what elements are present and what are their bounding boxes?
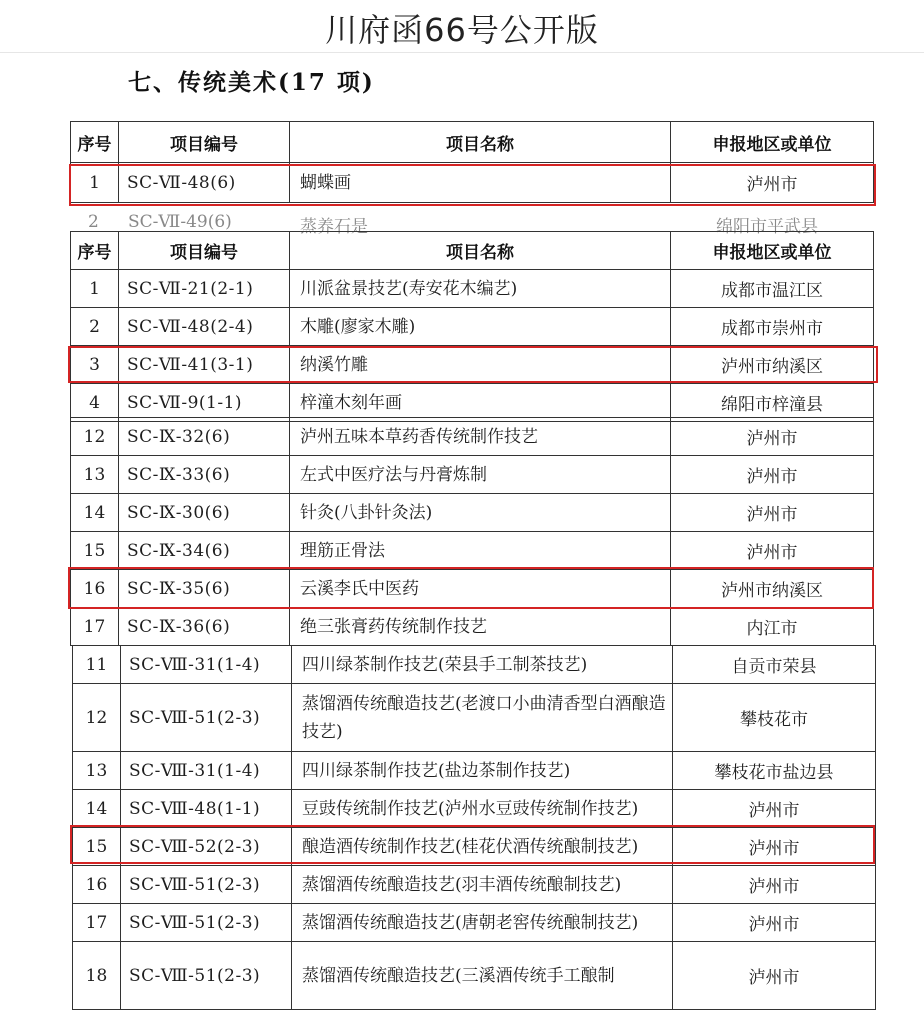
- cell-name: 左式中医疗法与丹膏炼制: [290, 456, 671, 494]
- cell-name: 蒸馏酒传统酿造技艺(老渡口小曲清香型白酒酿造技艺): [292, 684, 673, 752]
- cell-region: 泸州市: [673, 828, 876, 866]
- cell-code: SC-Ⅶ-48(6): [119, 163, 290, 203]
- cell-region: 泸州市: [671, 163, 874, 203]
- col-header-region: 申报地区或单位: [671, 232, 874, 270]
- table-row: [71, 270, 874, 308]
- section-title: 七、传统美术(17 项): [128, 69, 375, 96]
- cell-region: 自贡市荣县: [673, 646, 876, 684]
- table-row: [71, 418, 874, 456]
- cell-name: 蒸馏酒传统酿造技艺(三溪酒传统手工酿制: [292, 942, 673, 1010]
- cell-no: 13: [73, 752, 121, 790]
- cell-region: 泸州市纳溪区: [671, 570, 874, 608]
- cut-off-row: [72, 212, 872, 237]
- cell-code: SC-Ⅸ-32(6): [119, 418, 290, 456]
- cell-no: 4: [71, 384, 119, 422]
- table-row: [73, 942, 876, 1010]
- document-header: [0, 0, 924, 53]
- cell-code: SC-Ⅸ-35(6): [119, 570, 290, 608]
- cell-name: 梓潼木刻年画: [290, 384, 671, 422]
- cell-code: SC-Ⅶ-21(2-1): [119, 270, 290, 308]
- cell-no: 15: [71, 532, 119, 570]
- table-row: [73, 790, 876, 828]
- col-header-code: 项目编号: [119, 232, 290, 270]
- table-row: [73, 828, 876, 866]
- cell-name: 针灸(八卦针灸法): [290, 494, 671, 532]
- table-row: [71, 384, 874, 422]
- cell-region: 绵阳市梓潼县: [671, 384, 874, 422]
- table-row: [71, 570, 874, 608]
- col-header-no: 序号: [71, 232, 119, 270]
- table-row: [73, 646, 876, 684]
- cell-name: 绝三张膏药传统制作技艺: [290, 608, 671, 646]
- heritage-table-traditional-medicine: [70, 417, 874, 646]
- cell-no: 15: [73, 828, 121, 866]
- cell-region: 泸州市: [673, 904, 876, 942]
- cell-code: SC-Ⅶ-41(3-1): [119, 346, 290, 384]
- cell-no: 12: [71, 418, 119, 456]
- heritage-table-art-extract: [70, 231, 874, 422]
- cell-name: 蒸馏酒传统酿造技艺(羽丰酒传统酿制技艺): [292, 866, 673, 904]
- cell-code: SC-Ⅸ-30(6): [119, 494, 290, 532]
- cell-region: 攀枝花市盐边县: [673, 752, 876, 790]
- table-row: [73, 904, 876, 942]
- cell-name: 豆豉传统制作技艺(泸州水豆豉传统制作技艺): [292, 790, 673, 828]
- cell-code: SC-Ⅷ-31(1-4): [121, 752, 292, 790]
- cell-no: 14: [73, 790, 121, 828]
- cell-name: 木雕(廖家木雕): [290, 308, 671, 346]
- cell-region: 成都市崇州市: [671, 308, 874, 346]
- cell-region: 泸州市: [673, 942, 876, 1010]
- cell-name: 蝴蝶画: [290, 163, 671, 203]
- col-header-no: 序号: [71, 122, 119, 163]
- cell-code: SC-Ⅷ-51(2-3): [121, 684, 292, 752]
- col-header-name: 项目名称: [290, 122, 671, 163]
- cell-code: SC-Ⅷ-48(1-1): [121, 790, 292, 828]
- cut-cell-code: SC-Ⅶ-49(6): [128, 212, 232, 232]
- cell-region: 泸州市纳溪区: [671, 346, 874, 384]
- cell-no: 18: [73, 942, 121, 1010]
- cell-no: 14: [71, 494, 119, 532]
- cell-code: SC-Ⅶ-48(2-4): [119, 308, 290, 346]
- document-title: 川府函66号公开版: [325, 11, 599, 49]
- cell-name: 云溪李氏中医药: [290, 570, 671, 608]
- cut-cell-no: 2: [88, 212, 99, 232]
- cell-region: 泸州市: [671, 494, 874, 532]
- cell-region: 泸州市: [673, 866, 876, 904]
- col-header-region: 申报地区或单位: [671, 122, 874, 163]
- table-row: [71, 346, 874, 384]
- table-row: [71, 494, 874, 532]
- cell-name: 川派盆景技艺(寿安花木编艺): [290, 270, 671, 308]
- cell-region: 内江市: [671, 608, 874, 646]
- heritage-table-traditional-art: [70, 121, 874, 203]
- cell-code: SC-Ⅷ-51(2-3): [121, 904, 292, 942]
- cell-no: 11: [73, 646, 121, 684]
- table-row: [73, 752, 876, 790]
- cell-name: 理筋正骨法: [290, 532, 671, 570]
- cell-no: 17: [71, 608, 119, 646]
- table-row: [71, 608, 874, 646]
- table-header-row: [71, 122, 874, 163]
- table-row: [73, 866, 876, 904]
- heritage-table-traditional-crafts: [72, 645, 876, 1010]
- cell-region: 泸州市: [671, 532, 874, 570]
- cell-code: SC-Ⅷ-51(2-3): [121, 866, 292, 904]
- table-row: [71, 308, 874, 346]
- cell-region: 泸州市: [671, 418, 874, 456]
- cell-code: SC-Ⅸ-33(6): [119, 456, 290, 494]
- cell-no: 12: [73, 684, 121, 752]
- col-header-code: 项目编号: [119, 122, 290, 163]
- cell-name: 泸州五味本草药香传统制作技艺: [290, 418, 671, 456]
- cell-code: SC-Ⅷ-51(2-3): [121, 942, 292, 1010]
- cell-no: 16: [71, 570, 119, 608]
- cell-code: SC-Ⅷ-52(2-3): [121, 828, 292, 866]
- cell-no: 1: [71, 163, 119, 203]
- cell-region: 成都市温江区: [671, 270, 874, 308]
- cell-code: SC-Ⅸ-34(6): [119, 532, 290, 570]
- cell-name: 四川绿茶制作技艺(盐边茶制作技艺): [292, 752, 673, 790]
- table-header-row: [71, 232, 874, 270]
- cell-no: 16: [73, 866, 121, 904]
- cell-name: 蒸馏酒传统酿造技艺(唐朝老窖传统酿制技艺): [292, 904, 673, 942]
- table-row: [71, 532, 874, 570]
- cell-no: 17: [73, 904, 121, 942]
- cell-no: 13: [71, 456, 119, 494]
- table-row: [71, 163, 874, 203]
- cell-code: SC-Ⅸ-36(6): [119, 608, 290, 646]
- cut-cell-name: 蒸养石是: [300, 217, 368, 237]
- cell-code: SC-Ⅶ-9(1-1): [119, 384, 290, 422]
- cell-name: 酿造酒传统制作技艺(桂花伏酒传统酿制技艺): [292, 828, 673, 866]
- cell-name: 四川绿茶制作技艺(荣县手工制茶技艺): [292, 646, 673, 684]
- cell-name: 纳溪竹雕: [290, 346, 671, 384]
- cell-region: 泸州市: [673, 790, 876, 828]
- table-row: [71, 456, 874, 494]
- cell-region: 攀枝花市: [673, 684, 876, 752]
- cell-region: 泸州市: [671, 456, 874, 494]
- cell-no: 2: [71, 308, 119, 346]
- cell-no: 3: [71, 346, 119, 384]
- cell-no: 1: [71, 270, 119, 308]
- table-row: [73, 684, 876, 752]
- cell-code: SC-Ⅷ-31(1-4): [121, 646, 292, 684]
- cut-cell-region: 绵阳市平武县: [716, 217, 818, 237]
- col-header-name: 项目名称: [290, 232, 671, 270]
